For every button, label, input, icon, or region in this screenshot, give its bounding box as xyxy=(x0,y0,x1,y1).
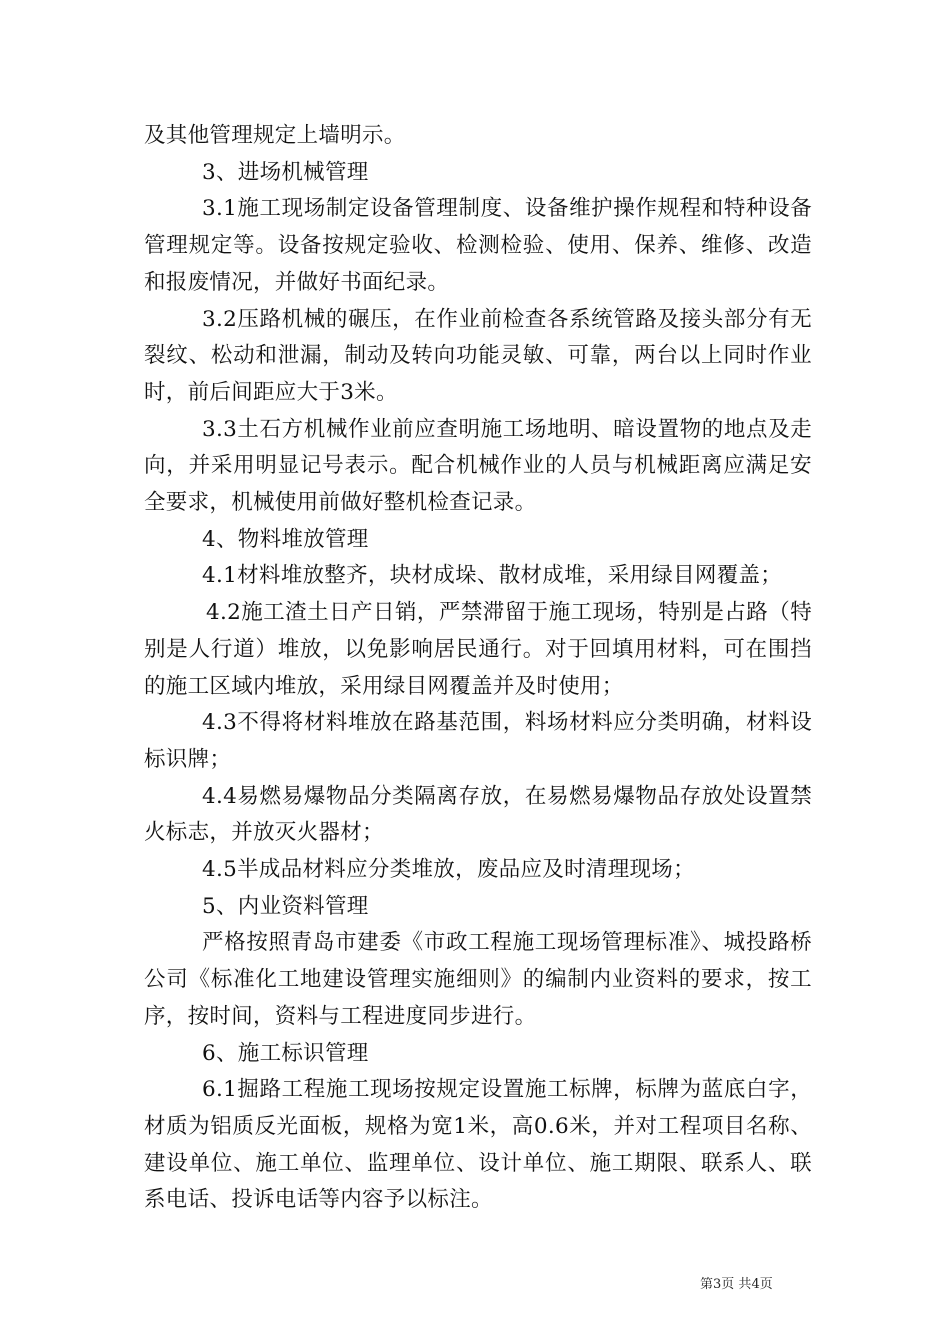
paragraph-records: 严格按照青岛市建委《市政工程施工现场管理标准》、城投路桥公司《标准化工地建设管理实施细则》的编制内业资料的要求，按工序，按时间，资料与工程进度同步进行。 xyxy=(144,930,812,1029)
paragraph-3-2: 3.2压路机械的碾压，在作业前检查各系统管路及接头部分有无裂纹、松动和泄漏，制动及转向功能灵敏、可靠，两台以上同时作业时，前后间距应大于3米。 xyxy=(144,306,812,405)
footer-suffix: 页 xyxy=(759,1277,773,1292)
section-heading-signage: 6、施工标识管理 xyxy=(202,1040,369,1066)
paragraph-3-3: 3.3土石方机械作业前应查明施工场地明、暗设置物的地点及走向，并采用明显记号表示。配合机械作业的人员与机械距离应满足安全要求，机械使用前做好整机检查记录。 xyxy=(144,416,812,516)
document-body xyxy=(144,118,812,1219)
paragraph-3-1: 3.1施工现场制定设备管理制度、设备维护操作规程和特种设备管理规定等。设备按规定验收、检测检验、使用、保养、维修、改造和报废情况，并做好书面纪录。 xyxy=(144,196,812,295)
section-heading-machinery: 3、进场机械管理 xyxy=(202,159,369,185)
paragraph-4-2: 4.2施工渣土日产日销，严禁滞留于施工现场，特别是占路（特别是人行道）堆放，以免影响居民通行。对于回填用材料，可在围挡的施工区域内堆放，采用绿目网覆盖并及时使用； xyxy=(144,600,812,699)
footer-prefix: 第 xyxy=(700,1277,714,1292)
footer-total-pages: 4 xyxy=(751,1277,760,1292)
paragraph-4-1: 4.1材料堆放整齐，块材成垛、散材成堆，采用绿目网覆盖； xyxy=(202,563,783,589)
paragraph-continuation: 及其他管理规定上墙明示。 xyxy=(144,123,406,148)
footer-middle: 页 共 xyxy=(721,1277,752,1292)
section-heading-records: 5、内业资料管理 xyxy=(202,893,369,919)
footer-current-page: 3 xyxy=(713,1277,722,1292)
page-footer xyxy=(700,1276,840,1294)
paragraph-4-3: 4.3不得将材料堆放在路基范围，料场材料应分类明确，材料设标识牌； xyxy=(144,710,812,772)
section-heading-materials: 4、物料堆放管理 xyxy=(202,526,369,552)
paragraph-6-1: 6.1掘路工程施工现场按规定设置施工标牌，标牌为蓝底白字，材质为铝质反光面板，规格为宽1米，高0.6米，并对工程项目名称、建设单位、施工单位、监理单位、设计单位、施工期限、联系人、联系电话、投诉电话等内容予以标注。 xyxy=(144,1077,812,1213)
paragraph-4-4: 4.4易燃易爆物品分类隔离存放，在易燃易爆物品存放处设置禁火标志，并放灭火器材； xyxy=(144,783,812,846)
paragraph-4-5: 4.5半成品材料应分类堆放，废品应及时清理现场； xyxy=(202,857,695,883)
